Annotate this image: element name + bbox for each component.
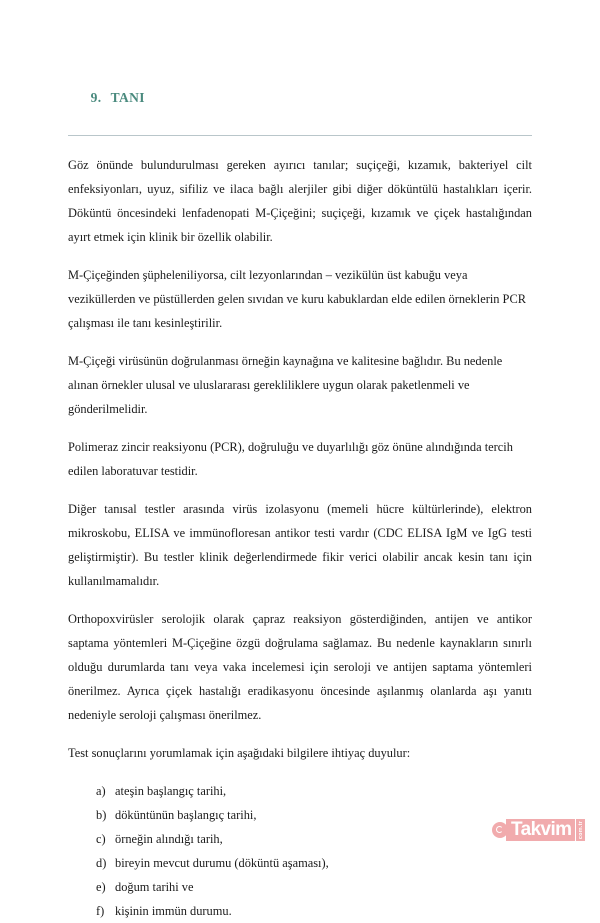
list-item-label: döküntünün başlangıç tarihi, bbox=[115, 807, 257, 822]
section-title-text: TANI bbox=[110, 90, 145, 106]
list-item bbox=[96, 779, 532, 803]
body-text-block bbox=[68, 153, 532, 923]
paragraph-4: Polimeraz zincir reaksiyonu (PCR), doğruluğu ve duyarlılığı göz önüne alındığında tercih edilen laboratuvar testidir. bbox=[68, 439, 513, 478]
paragraph-6: Orthopoxvirüsler serolojik olarak çapraz reaksiyon gösterdiğinden, antijen ve antikor saptama yöntemleri M-Çiçeğine özgü doğrulama sağlamaz. Bu nedenle kaynakların sınırlı olduğu durumlarda tanı veya vaka incelemesi için seroloji ve antijen saptama yöntemleri önerilmez. Ayrıca çiçek hastalığı eradikasyonu öncesinde aşılanmış olanlarda aşı yanıtı nedeniyle seroloji çalışması önerilmez. bbox=[68, 611, 532, 722]
list-item-marker: d) bbox=[96, 855, 107, 870]
list-item-label: ateşin başlangıç tarihi, bbox=[115, 783, 227, 798]
list-item-label: kişinin immün durumu. bbox=[115, 903, 232, 918]
paragraph-7-list-intro: Test sonuçlarını yorumlamak için aşağıdaki bilgilere ihtiyaç duyulur: bbox=[68, 745, 411, 760]
list-item bbox=[96, 827, 532, 851]
list-item-label: bireyin mevcut durumu (döküntü aşaması), bbox=[115, 855, 329, 870]
list-item-marker: b) bbox=[96, 807, 107, 822]
list-item-label: doğum tarihi ve bbox=[115, 879, 194, 894]
list-item-marker: e) bbox=[96, 879, 106, 894]
list-item-marker: f) bbox=[96, 903, 105, 918]
paragraph-5: Diğer tanısal testler arasında virüs izolasyonu (memeli hücre kültürlerinde), elektron mikroskobu, ELISA ve immünofloresan antikor testi vardır (CDC ELISA IgM ve IgG testi geliştirmiştir). Bu testler klinik değerlendirmede fikir verici olabilir ancak kesin tanı için kullanılmamalıdır. bbox=[68, 501, 532, 588]
paragraph-1: Göz önünde bulundurulması gereken ayırıcı tanılar; suçiçeği, kızamık, bakteriyel cilt enfeksiyonları, uyuz, sifiliz ve ilaca bağlı alerjiler gibi diğer döküntülü hastalıkları içerir. Döküntü öncesindeki lenfadenopati M-Çiçeğini; suçiçeği, kızamık ve çiçek hastalığından ayırt etmek için klinik bir özellik olabilir. bbox=[68, 157, 532, 244]
lettered-list bbox=[68, 779, 532, 923]
list-item bbox=[96, 851, 532, 875]
list-item-marker: c) bbox=[96, 831, 106, 846]
list-item bbox=[96, 803, 532, 827]
paragraph-3: M-Çiçeği virüsünün doğrulanması örneğin kaynağına ve kalitesine bağlıdır. Bu nedenle alınan örnekler ulusal ve uluslararası gerekliliklere uygun olarak paketlenmeli ve gönderilmelidir. bbox=[68, 353, 503, 416]
list-item bbox=[96, 899, 532, 923]
document-content bbox=[68, 74, 532, 923]
paragraph-2: M-Çiçeğinden şüpheleniliyorsa, cilt lezyonlarından – vezikülün üst kabuğu veya veziküllerden ve püstüllerden gelen sıvıdan ve kuru kabuklardan elde edilen örneklerin PCR çalışması ile tanı kesinleştirilir. bbox=[68, 267, 526, 330]
watermark-brand: Takvim bbox=[506, 819, 575, 841]
page-title bbox=[68, 74, 532, 124]
list-item-marker: a) bbox=[96, 783, 106, 798]
section-number: 9. bbox=[90, 90, 102, 106]
watermark-tld: com.tr bbox=[577, 820, 584, 840]
heading-divider bbox=[68, 135, 532, 136]
list-item-label: örneğin alındığı tarih, bbox=[115, 831, 223, 846]
list-item bbox=[96, 875, 532, 899]
